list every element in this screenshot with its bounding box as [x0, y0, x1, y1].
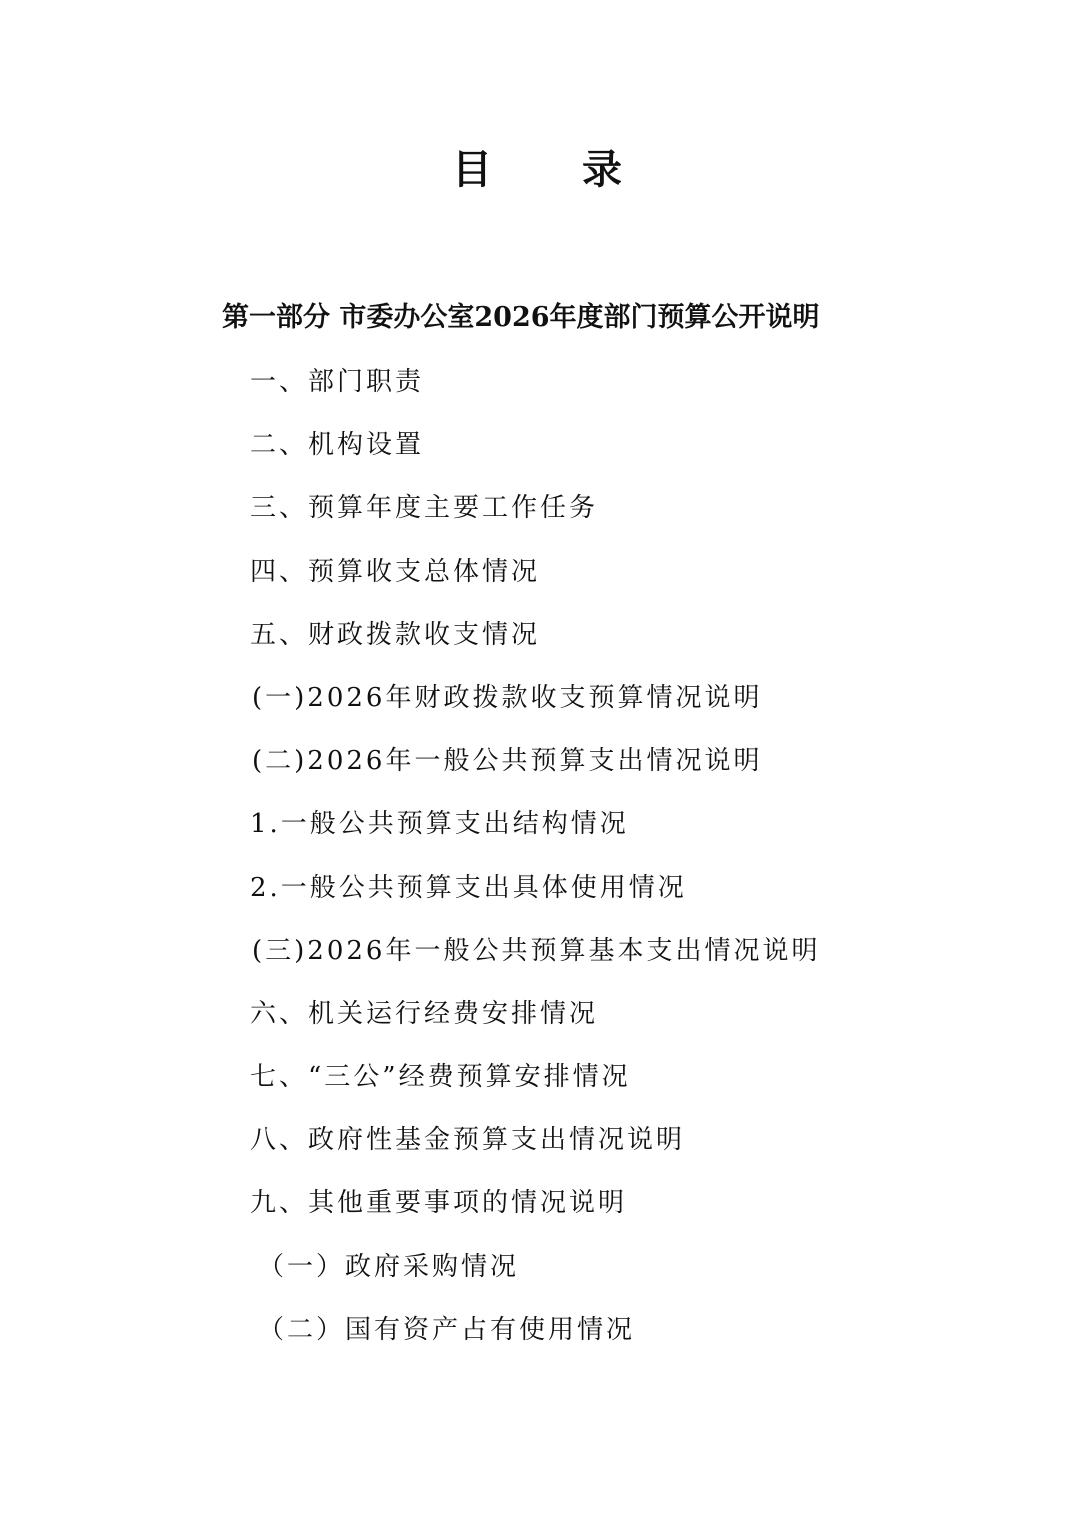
toc-item: 2.一般公共预算支出具体使用情况: [250, 872, 687, 903]
toc-item: (三)2026年一般公共预算基本支出情况说明: [252, 935, 821, 966]
toc-item: 八、政府性基金预算支出情况说明: [250, 1125, 686, 1156]
toc-title: 目 录: [452, 146, 660, 193]
part-heading: 第一部分 市委办公室2026年度部门预算公开说明: [222, 302, 820, 333]
toc-item: (二)2026年一般公共预算支出情况说明: [252, 746, 763, 777]
toc-item: （二）国有资产占有使用情况: [258, 1314, 636, 1345]
toc-item: 六、机关运行经费安排情况: [250, 998, 599, 1029]
toc-item: 七、“三公”经费预算安排情况: [250, 1062, 631, 1093]
toc-item: (一)2026年财政拨款收支预算情况说明: [252, 682, 763, 713]
toc-item: 九、其他重要事项的情况说明: [250, 1188, 628, 1219]
toc-item: 三、预算年度主要工作任务: [250, 493, 599, 524]
toc-item: 1.一般公共预算支出结构情况: [250, 809, 629, 840]
toc-item: 一、部门职责: [250, 367, 425, 397]
toc-item: （一）政府采购情况: [258, 1251, 520, 1282]
toc-item: 四、预算收支总体情况: [250, 556, 541, 587]
toc-item: 二、机构设置: [250, 430, 425, 461]
toc-item: 五、财政拨款收支情况: [250, 619, 541, 650]
table-of-contents: [0, 362, 1074, 1373]
